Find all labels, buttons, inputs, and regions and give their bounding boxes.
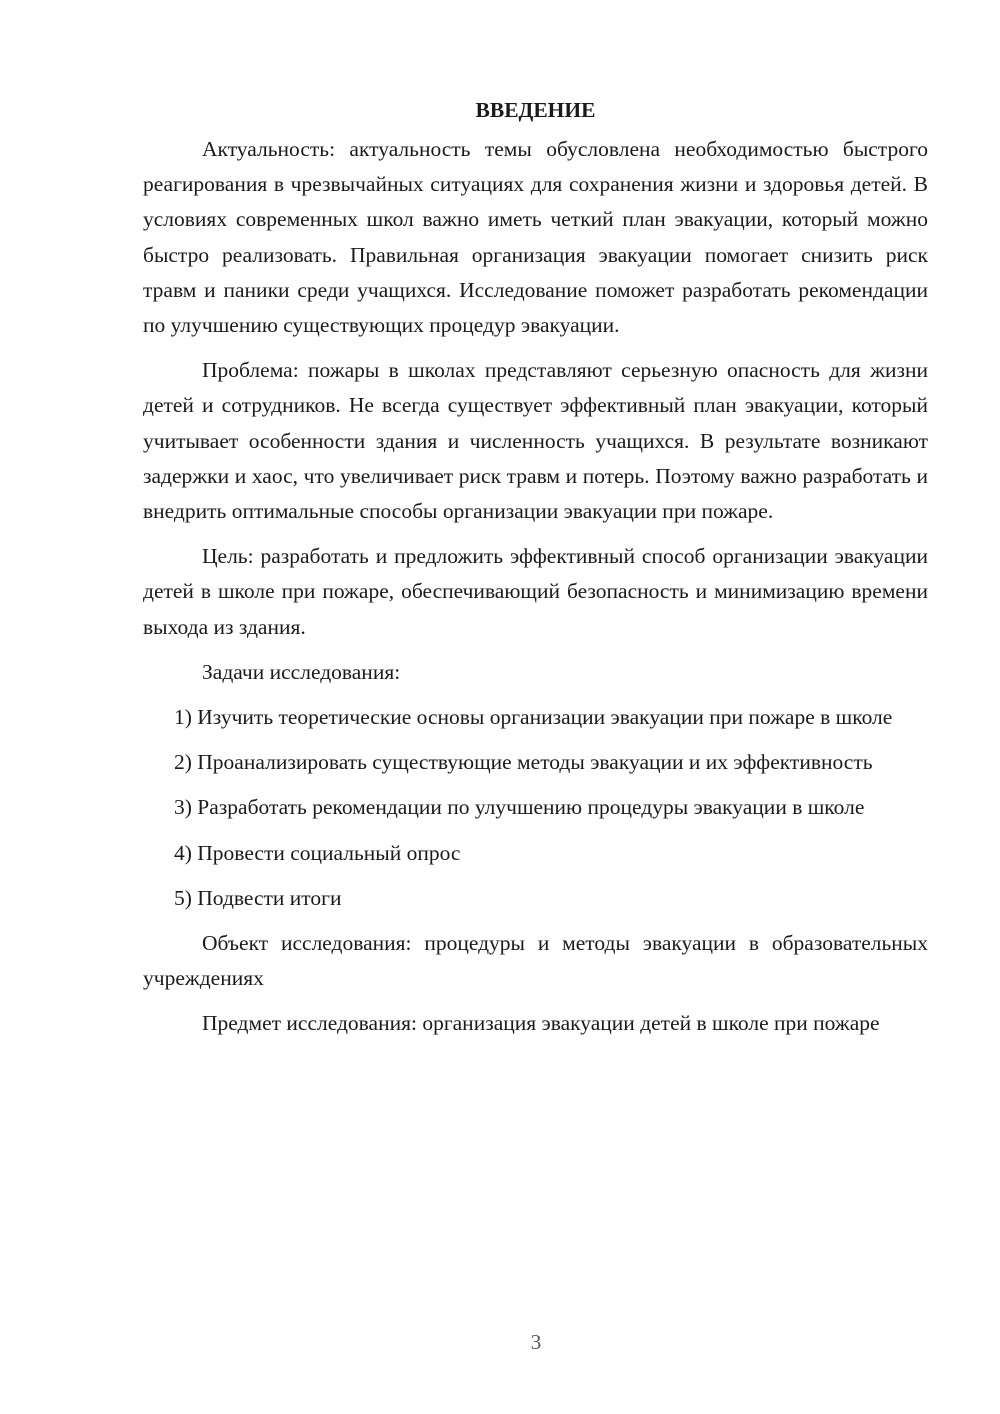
object-paragraph: Объект исследования: процедуры и методы эвакуации в образовательных учреждениях [143, 931, 928, 991]
task-item: 1) Изучить теоретические основы организации эвакуации при пожаре в школе [174, 705, 893, 730]
document-page [143, 92, 928, 1052]
task-item: 4) Провести социальный опрос [174, 840, 461, 865]
section-heading: ВВЕДЕНИЕ [475, 98, 596, 122]
page-number: 3 [530, 1330, 542, 1354]
relevance-paragraph: Актуальность: актуальность темы обусловлена необходимостью быстрого реагирования в чрезвычайных ситуациях для сохранения жизни и здоровья детей. В условиях современных школ важно иметь четкий план эвакуации, который можно быстро реализовать. Правильная организация эвакуации помогает снизить риск травм и паники среди учащихся. Исследование поможет разработать рекомендации по улучшению существующих процедур эвакуации. [143, 137, 928, 338]
problem-paragraph: Проблема: пожары в школах представляют серьезную опасность для жизни детей и сотрудников. Не всегда существует эффективный план эвакуации, который учитывает особенности здания и численность учащихся. В результате возникают задержки и хаос, что увеличивает риск травм и потерь. Поэтому важно разработать и внедрить оптимальные способы организации эвакуации при пожаре. [143, 358, 928, 524]
task-item: 3) Разработать рекомендации по улучшению процедуры эвакуации в школе [174, 795, 865, 820]
goal-paragraph: Цель: разработать и предложить эффективный способ организации эвакуации детей в школе при пожаре, обеспечивающий безопасность и минимизацию времени выхода из здания. [143, 544, 928, 639]
task-item: 2) Проанализировать существующие методы эвакуации и их эффективность [174, 750, 873, 775]
tasks-heading: Задачи исследования: [202, 659, 401, 684]
subject-paragraph: Предмет исследования: организация эвакуации детей в школе при пожаре [202, 1011, 880, 1036]
task-item: 5) Подвести итоги [174, 885, 342, 910]
